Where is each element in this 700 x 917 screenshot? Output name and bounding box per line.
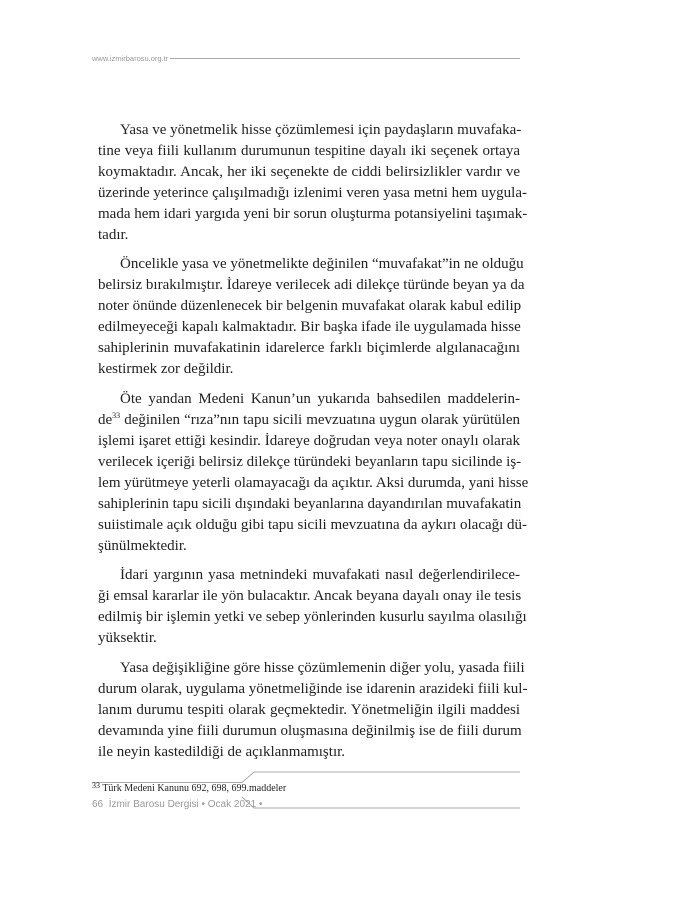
text-fragment: değinilen “rıza”nın tapu sicili mevzuatına uygun olarak yürütülen <box>124 412 520 428</box>
text-line: kestirmek zor değildir. <box>98 361 234 377</box>
text-line: verilecek içeriği belirsiz dilekçe türündeki beyanların tapu sicilinde iş- <box>98 454 522 470</box>
footnote-ref: 33 <box>112 411 121 420</box>
text-line: Yasa ve yönetmelik hisse çözümlemesi için paydaşların muvafaka- <box>120 122 522 138</box>
text-line: sahiplerinin tapu sicili dışındaki beyanlarına dayandırılan muvafakatin <box>98 496 522 512</box>
text-line: tine veya fiili kullanım durumunun tespitine dayalı iki seçenek ortaya <box>98 143 520 159</box>
text-line: İdari yargının yasa metnindeki muvafakati nasıl değerlendirilece- <box>120 567 520 583</box>
text-line: üzerinde yeterince çalışılmadığı izlenimi veren yasa metni hem uygula- <box>98 185 528 201</box>
text-line: Öte yandan Medeni Kanun’un yukarıda bahsedilen maddelerin- <box>120 391 520 407</box>
text-line: mada hem idari yargıda yeni bir sorun oluşturma potansiyelini taşımak- <box>98 206 528 222</box>
text-line: belirsiz bırakılmıştır. İdareye verilecek adi dilekçe türünde beyan ya da <box>98 277 525 293</box>
text-line: işlemi işaret ettiği kesindir. İdareye doğrudan veya noter onaylı olarak <box>98 433 520 449</box>
footnote-separator <box>92 771 520 783</box>
text-line: Yasa değişikliğine göre hisse çözümlemenin diğer yolu, yasada fiili <box>120 660 525 676</box>
text-line: tadır. <box>98 227 129 243</box>
paragraph-4 <box>98 565 527 649</box>
text-line: ği emsal kararlar ile yön bulacaktır. Ancak beyana dayalı onay ile tesis <box>98 588 522 604</box>
page-footer <box>92 799 262 810</box>
text-line: koymaktadır. Ancak, her iki seçenekte de ciddi belirsizlikler vardır ve <box>98 164 520 180</box>
text-line: sahiplerinin muvafakatinin idarelerce farklı biçimlerde algılanacağını <box>98 340 520 356</box>
text-line: Öncelikle yasa ve yönetmelikte değinilen “muvafakat”in ne olduğu <box>120 256 524 272</box>
text-line: suiistimale açık olduğu gibi tapu sicili mevzuatına da aykırı olacağı dü- <box>98 517 528 533</box>
footnote-text: Türk Medeni Kanunu 692, 698, 699.maddeler <box>102 783 287 794</box>
paragraph-2 <box>98 254 525 380</box>
footnote <box>92 783 286 794</box>
text-line <box>98 410 520 431</box>
paragraph-1 <box>98 120 528 246</box>
text-line: edilmeyeceği kapalı kalmaktadır. Bir başka ifade ile uygulamada hisse <box>98 319 521 335</box>
text-line: ile neyin kastedildiği de açıklanmamıştır. <box>98 744 346 760</box>
text-line: edilmiş bir işlemin yetki ve sebep yönlerinden kusurlu sayılma olasılığı <box>98 609 527 625</box>
text-line: yüksektir. <box>98 630 157 646</box>
paragraph-3 <box>98 389 529 557</box>
text-line: lanım durumu tespiti olarak geçmektedir. Yönetmeliğin ilgili maddesi <box>98 702 520 718</box>
text-fragment: de <box>98 412 113 428</box>
page-header <box>92 54 520 63</box>
text-line: durum olarak, uygulama yönetmeliğinde ise idarenin arazideki fiili kul- <box>98 681 528 697</box>
footnote-number: 33 <box>92 781 100 790</box>
journal-title: İzmir Barosu Dergisi • Ocak 2021 • <box>108 799 263 810</box>
text-line: lem yürütmeye yeterli olamayacağı da açıktır. Aksi durumda, yani hisse <box>98 475 529 491</box>
paragraph-5 <box>98 658 528 763</box>
text-line: noter önünde düzenlenecek bir belgenin muvafakat olarak kabul edilip <box>98 298 522 314</box>
page-number: 66 <box>92 799 104 810</box>
website-url: www.izmirbarosu.org.tr <box>92 54 169 63</box>
header-rule <box>170 58 520 59</box>
text-line: devamında yine fiili durumun oluşmasına değinilmiş ise de fiili durum <box>98 723 522 739</box>
text-line: şünülmektedir. <box>98 538 187 554</box>
